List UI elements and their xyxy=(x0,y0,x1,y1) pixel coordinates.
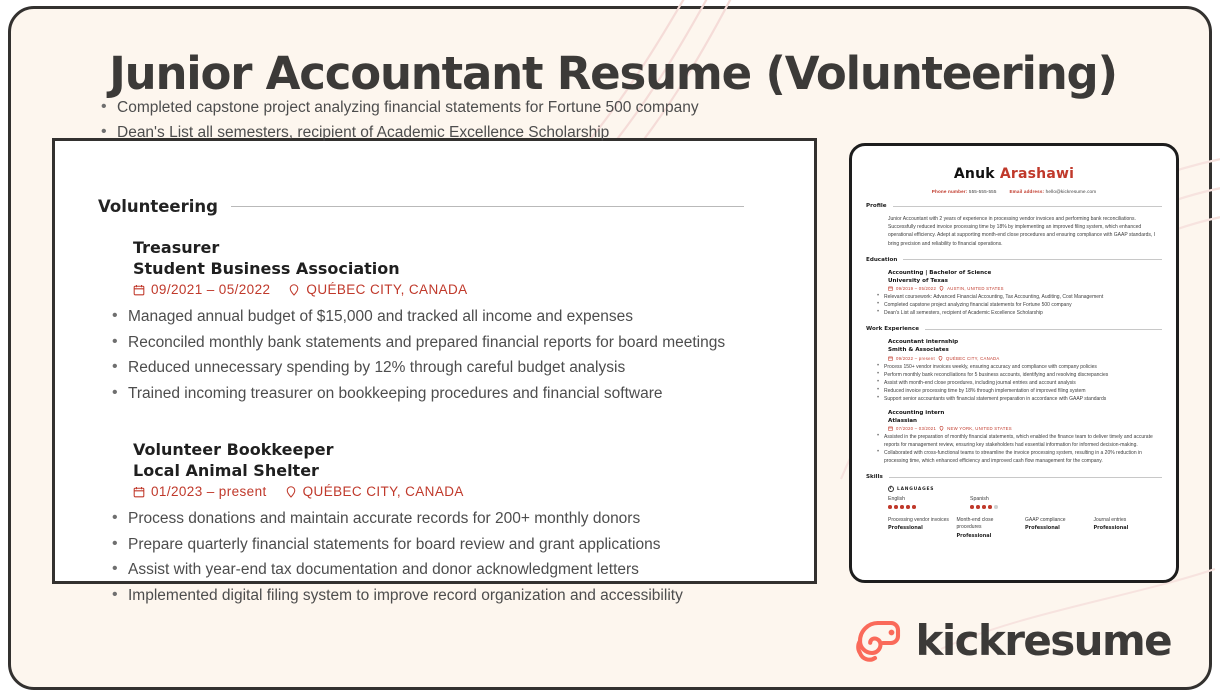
resume-thumbnail[interactable] xyxy=(849,143,1179,583)
rating-dot xyxy=(982,505,986,509)
rating-dot xyxy=(888,505,892,509)
languages-label: LANGUAGES xyxy=(897,486,935,492)
list-item: • Reconciled monthly bank statements and prepared financial reports for board meetings xyxy=(98,330,788,356)
entry-meta xyxy=(888,356,1162,361)
contact-line xyxy=(866,189,1162,194)
rating-dot xyxy=(900,505,904,509)
phone-label: Phone number: xyxy=(931,189,968,194)
info-icon: i xyxy=(889,486,893,492)
entry-organization: Atlassian xyxy=(888,417,918,424)
entry-meta xyxy=(888,286,1162,291)
language-item xyxy=(888,496,970,509)
list-item: • Process donations and maintain accurate records for 200+ monthly donors xyxy=(98,506,788,532)
section-divider xyxy=(231,206,744,207)
calendar-icon xyxy=(888,426,893,431)
rating-dot xyxy=(912,505,916,509)
rating-dot xyxy=(906,505,910,509)
kickresume-logo[interactable] xyxy=(847,616,1171,665)
entry-title: Accountant internship xyxy=(888,339,959,346)
skill-item xyxy=(957,517,1026,539)
entry-meta xyxy=(133,484,788,499)
location-pin-icon xyxy=(939,286,944,291)
list-item: • Reduced unnecessary spending by 12% through careful budget analysis xyxy=(98,355,788,381)
entry-bullet-list xyxy=(874,363,1162,403)
thumb-section-education xyxy=(866,257,1162,318)
skill-name: Journal entries xyxy=(1093,516,1127,523)
entry-organization: Student Business Association xyxy=(133,259,400,278)
entry-dates: 09/2019 – 05/2022 xyxy=(896,286,937,292)
page-title: Junior Accountant Resume (Volunteering) xyxy=(109,47,1117,100)
rating-dot xyxy=(894,505,898,509)
entry-organization: University of Texas xyxy=(888,277,948,284)
language-rating xyxy=(970,505,1052,509)
chameleon-icon xyxy=(847,618,901,664)
skill-list xyxy=(888,517,1162,539)
list-item: • Completed capstone project analyzing financial statements for Fortune 500 company xyxy=(874,301,1156,309)
entry-title: Accounting intern xyxy=(888,409,945,416)
list-item: • Prepare quarterly financial statements for board review and grant applications xyxy=(98,532,788,558)
list-item: • Reduced invoice processing time by 18% through implementation of improved filing system xyxy=(874,387,1156,395)
language-name: English xyxy=(888,496,906,503)
entry-dates: 09/2022 – present xyxy=(896,355,935,361)
clipped-bullet-list xyxy=(87,95,788,145)
volunteering-entry xyxy=(128,238,788,406)
list-item: • Dean's List all semesters, recipient of Academic Excellence Scholarship xyxy=(87,120,788,145)
resume-name xyxy=(866,166,1162,182)
rating-dot xyxy=(988,505,992,509)
location-pin-icon xyxy=(939,426,944,431)
skill-level: Professional xyxy=(1093,525,1129,532)
rating-dot xyxy=(976,505,980,509)
skill-name: Processing vendor invoices xyxy=(888,516,949,523)
profile-text: Junior Accountant with 2 years of experience in processing vendor invoices and performing bank reconciliations. Successfully reduced invoice processing time by 18% by implementing an improved filing system, which enhanced operational efficiency. Adept at supporting month-end close procedures and ensuring compliance with GAAP standards, I bring precision and reliability to financial operations. xyxy=(888,216,1156,247)
email-label: Email address: xyxy=(1009,189,1045,194)
section-heading: Profile xyxy=(866,203,887,209)
section-divider xyxy=(903,259,1162,260)
entry-title: Treasurer xyxy=(133,238,220,257)
language-name: Spanish xyxy=(970,496,989,503)
list-item: • Support senior accountants with financial statement preparation in accordance with GAAP standards xyxy=(874,395,1156,403)
entry-dates: 01/2023 – present xyxy=(151,484,267,499)
calendar-icon xyxy=(888,356,893,361)
list-item: • Collaborated with cross-functional teams to streamline the invoice processing system, resulting in a 20% reduction in processing time, which enhanced efficiency and improved cash flow management for the company. xyxy=(874,449,1156,465)
skill-item xyxy=(1094,517,1163,539)
section-divider xyxy=(893,206,1162,207)
thumb-section-skills xyxy=(866,474,1162,538)
calendar-icon xyxy=(133,486,145,498)
entry-dates: 09/2021 – 05/2022 xyxy=(151,282,271,297)
education-entry xyxy=(884,269,1162,318)
entry-organization: Smith & Associates xyxy=(888,347,949,354)
entry-dates: 07/2020 – 03/2021 xyxy=(896,426,937,432)
volunteering-section-header xyxy=(98,197,788,216)
list-item: • Assist with month-end close procedures, including journal entries and account analysis xyxy=(874,379,1156,387)
section-heading: Skills xyxy=(866,474,883,481)
language-rating xyxy=(888,505,970,509)
location-pin-icon xyxy=(285,486,297,498)
entry-title: Volunteer Bookkeeper xyxy=(133,440,334,459)
resume-preview-panel xyxy=(52,99,817,604)
entry-location: NEW YORK, UNITED STATES xyxy=(947,426,1012,432)
rating-dot xyxy=(970,505,974,509)
section-heading: Education xyxy=(866,256,898,263)
entry-bullet-list xyxy=(98,304,788,406)
entry-bullet-list xyxy=(874,433,1162,465)
list-item: • Implemented digital filing system to improve record organization and accessibility xyxy=(98,583,788,609)
list-item: • Perform monthly bank reconciliations for 5 business accounts, identifying and resolving discrepancies xyxy=(874,371,1156,379)
last-name: Arashawi xyxy=(999,166,1075,182)
entry-meta xyxy=(888,426,1162,431)
entry-location: QUÉBEC CITY, CANADA xyxy=(306,282,468,297)
list-item: • Dean's List all semesters, recipient of Academic Excellence Scholarship xyxy=(874,309,1156,317)
skill-level: Professional xyxy=(888,525,923,532)
skill-name: Month-end close procedures xyxy=(956,516,994,531)
phone-value: 555-555-555 xyxy=(968,189,997,194)
work-entry xyxy=(884,409,1162,466)
list-item: • Relevant coursework: Advanced Financial Accounting, Tax Accounting, Auditing, Cost Management xyxy=(874,293,1156,301)
work-entry xyxy=(884,338,1162,403)
language-item xyxy=(970,496,1052,509)
skill-level: Professional xyxy=(1025,525,1060,532)
location-pin-icon xyxy=(288,284,300,296)
section-heading: Work Experience xyxy=(866,326,920,333)
skill-item xyxy=(888,517,957,539)
entry-bullet-list xyxy=(874,293,1162,317)
entry-location: QUÉBEC CITY, CANADA xyxy=(945,355,1000,361)
language-list xyxy=(888,496,1162,509)
list-item: • Assisted in the preparation of monthly financial statements, which enabled the finance team to deliver timely and accurate reports for management review, ensuring key stakeholders had essential information for informed decision-making. xyxy=(874,433,1156,449)
volunteering-entry xyxy=(128,440,788,608)
list-item: • Managed annual budget of $15,000 and tracked all income and expenses xyxy=(98,304,788,330)
languages-label-row xyxy=(888,486,1162,492)
section-divider xyxy=(889,477,1162,478)
entry-location: AUSTIN, UNITED STATES xyxy=(947,286,1004,292)
entry-organization: Local Animal Shelter xyxy=(133,461,319,480)
list-item: • Completed capstone project analyzing financial statements for Fortune 500 company xyxy=(87,95,788,120)
skill-level: Professional xyxy=(956,532,992,539)
skill-name: GAAP compliance xyxy=(1025,516,1066,523)
calendar-icon xyxy=(888,286,893,291)
email-value: hello@kickresume.com xyxy=(1045,189,1097,194)
rating-dot-empty xyxy=(994,505,998,509)
list-item: • Process 150+ vendor invoices weekly, ensuring accuracy and compliance with company policies xyxy=(874,363,1156,371)
skill-item xyxy=(1025,517,1094,539)
entry-title: Accounting | Bachelor of Science xyxy=(888,269,992,276)
list-item: • Trained incoming treasurer on bookkeeping procedures and financial software xyxy=(98,381,788,407)
logo-text: kickresume xyxy=(915,616,1171,665)
entry-location: QUÉBEC CITY, CANADA xyxy=(302,484,464,499)
first-name: Anuk xyxy=(953,166,995,182)
thumb-section-work-experience xyxy=(866,326,1162,465)
entry-bullet-list xyxy=(98,506,788,608)
section-heading: Volunteering xyxy=(98,197,218,216)
entry-meta xyxy=(133,282,788,297)
calendar-icon xyxy=(133,284,145,296)
section-divider xyxy=(925,329,1162,330)
location-pin-icon xyxy=(938,356,943,361)
list-item: • Assist with year-end tax documentation and donor acknowledgment letters xyxy=(98,557,788,583)
thumb-section-profile xyxy=(866,203,1162,248)
poster-page xyxy=(8,6,1212,690)
